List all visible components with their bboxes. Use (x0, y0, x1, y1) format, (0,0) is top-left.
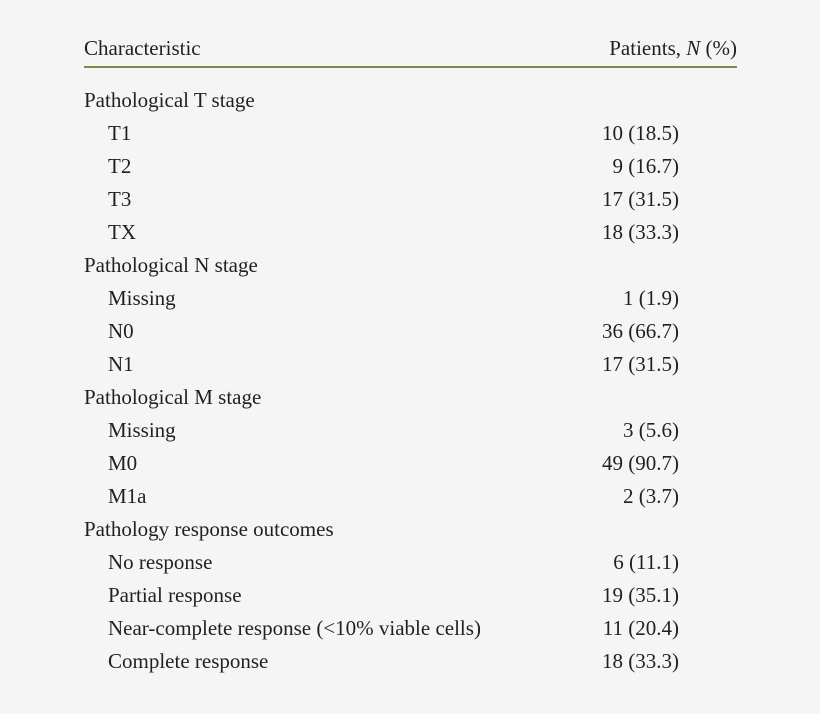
table-row (84, 183, 737, 216)
row-value: 9 (16.7) (612, 154, 679, 178)
table-group-row (84, 249, 737, 282)
header-patients-suffix: (%) (700, 36, 737, 60)
row-label: Pathological M stage (84, 385, 262, 409)
row-label: Pathology response outcomes (84, 517, 334, 541)
row-label: T1 (108, 121, 132, 145)
row-value: 2 (3.7) (623, 484, 679, 508)
table-row (84, 612, 737, 645)
table-group-row (84, 84, 737, 117)
row-label: Pathological N stage (84, 253, 258, 277)
row-value: 18 (33.3) (602, 220, 679, 244)
header-patients (609, 36, 737, 61)
row-value: 3 (5.6) (623, 418, 679, 442)
table-row (84, 546, 737, 579)
table-group-row (84, 513, 737, 546)
row-label: M1a (108, 484, 147, 508)
table-row (84, 480, 737, 513)
row-value: 1 (1.9) (623, 286, 679, 310)
table-group-row (84, 381, 737, 414)
row-label: Near-complete response (<10% viable cells) (108, 616, 481, 640)
table-header (84, 34, 737, 68)
row-value: 10 (18.5) (602, 121, 679, 145)
header-characteristic: Characteristic (84, 36, 201, 60)
row-label: T3 (108, 187, 132, 211)
table-row (84, 579, 737, 612)
row-label: T2 (108, 154, 132, 178)
table-row (84, 150, 737, 183)
row-value: 18 (33.3) (602, 649, 679, 673)
table-row (84, 447, 737, 480)
row-value: 49 (90.7) (602, 451, 679, 475)
header-patients-n: N (686, 36, 701, 60)
row-value: 19 (35.1) (602, 583, 679, 607)
table-row (84, 414, 737, 447)
table-row (84, 645, 737, 678)
row-label: Partial response (108, 583, 242, 607)
row-value: 36 (66.7) (602, 319, 679, 343)
row-label: N1 (108, 352, 134, 376)
row-label: Missing (108, 418, 176, 442)
row-label: Complete response (108, 649, 269, 673)
table-row (84, 315, 737, 348)
table-row (84, 348, 737, 381)
table-row (84, 282, 737, 315)
header-patients-prefix: Patients, (609, 36, 687, 60)
row-value: 11 (20.4) (602, 616, 679, 640)
row-label: TX (108, 220, 136, 244)
row-label: Pathological T stage (84, 88, 255, 112)
row-value: 6 (11.1) (613, 550, 679, 574)
row-label: No response (108, 550, 213, 574)
row-label: Missing (108, 286, 176, 310)
row-label: M0 (108, 451, 138, 475)
row-value: 17 (31.5) (602, 352, 679, 376)
row-label: N0 (108, 319, 134, 343)
table-body (84, 68, 737, 678)
row-value: 17 (31.5) (602, 187, 679, 211)
table-row (84, 117, 737, 150)
table-row (84, 216, 737, 249)
patient-characteristics-table (84, 34, 737, 678)
